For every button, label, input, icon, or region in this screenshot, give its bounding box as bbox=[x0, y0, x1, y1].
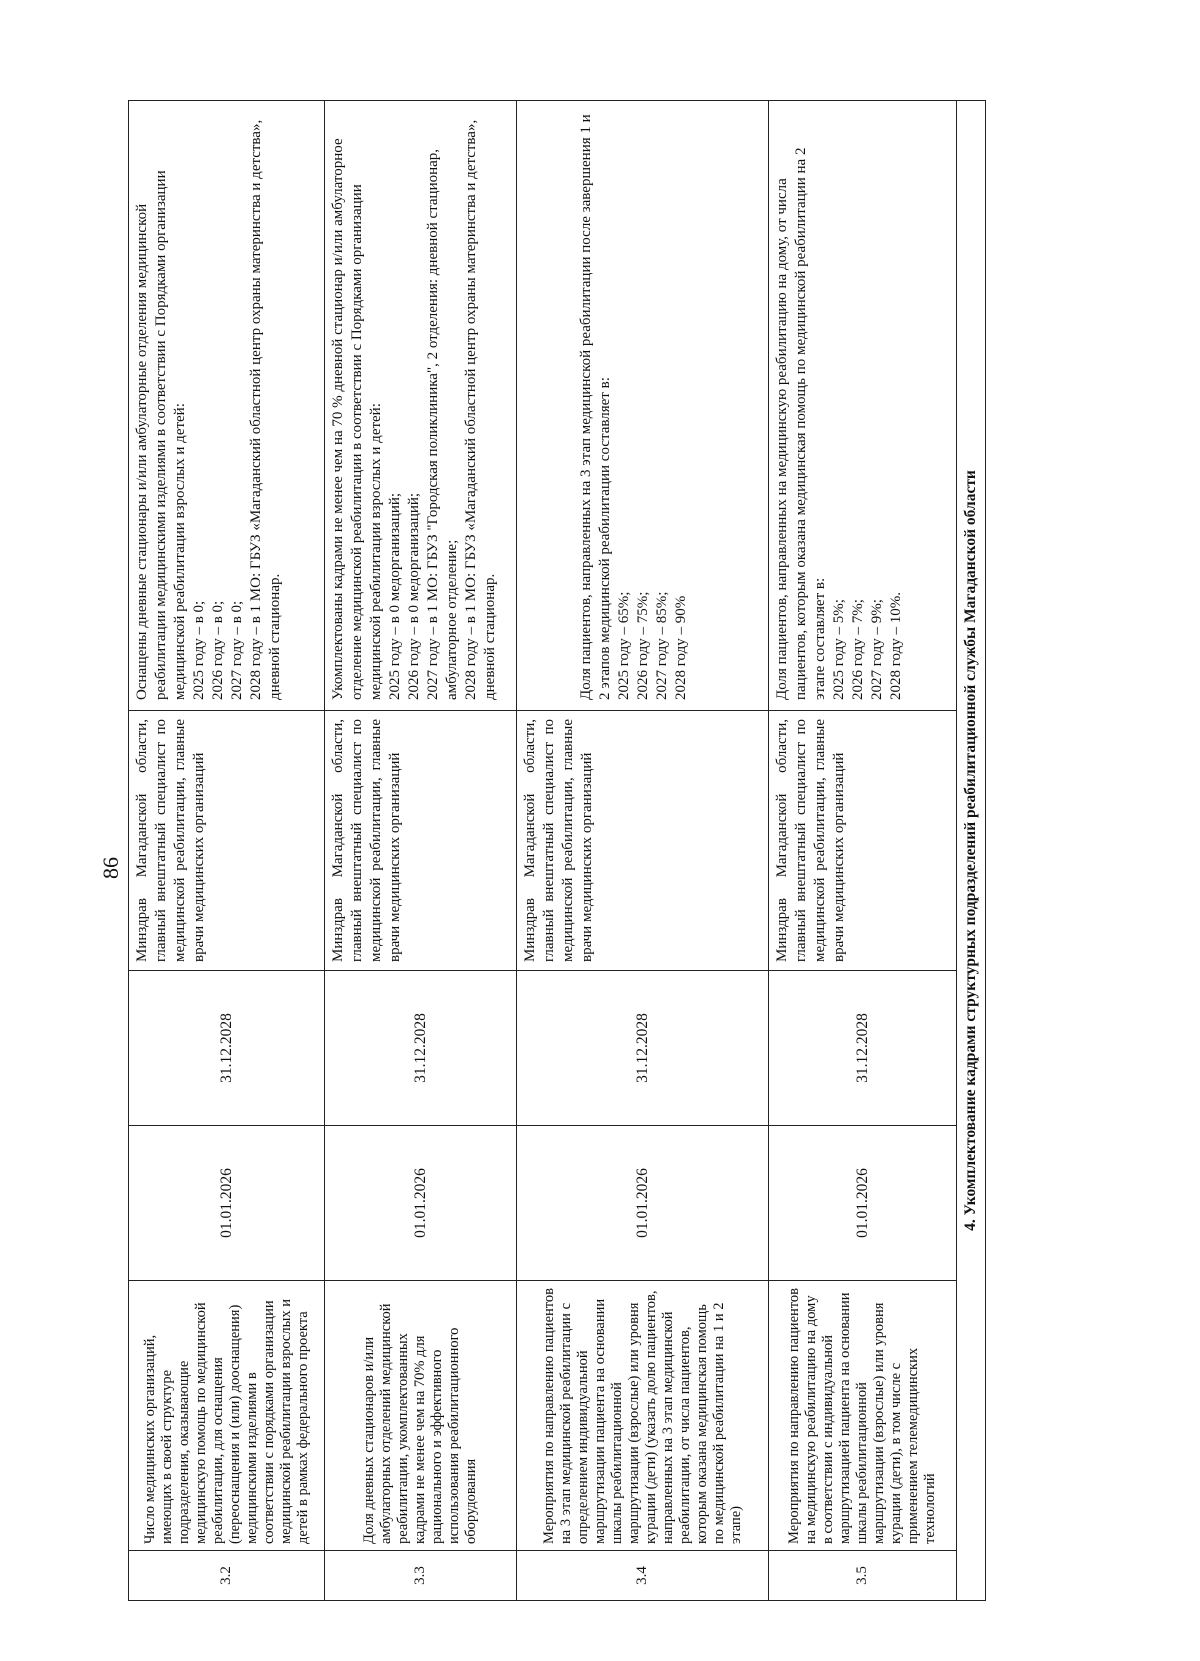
page-number: 86 bbox=[98, 857, 123, 879]
start-date: 01.01.2026 bbox=[769, 1126, 957, 1281]
result-line: 2028 году – в 1 МО: ГБУЗ «Магаданский областной центр охраны материнства и детства», дневной стационар. bbox=[463, 119, 498, 700]
end-date: 31.12.2028 bbox=[517, 971, 769, 1126]
table-row bbox=[129, 101, 325, 1601]
result-line: Укомплектованы кадрами не менее чем на 70 % дневной стационар и/или амбулаторное отделение медицинской реабилитации в соответствии с Порядками организации медицинской реабилитации взрослых и детей: bbox=[330, 138, 384, 700]
responsible-executors: Минздрав Магаданской области, главный внештатный специалист по медицинской реабилитации, главные врачи медицинских организаций bbox=[129, 711, 325, 971]
result-line: 2026 году – 75%; bbox=[635, 591, 651, 700]
section-row bbox=[957, 101, 986, 1601]
expected-result bbox=[325, 101, 517, 711]
end-date: 31.12.2028 bbox=[325, 971, 517, 1126]
activity-name: Мероприятия по направлению пациентов на медицинскую реабилитацию на дому в соответствии с индивидуальной маршрутизацией пациента на основании шкалы реабилитационной маршрутизации (взрослые) или уровня курации (дети), в том числе с применением телемедицинских технологий bbox=[769, 1281, 957, 1551]
result-line: 2027 году – 9%; bbox=[869, 599, 885, 700]
table-row bbox=[517, 101, 769, 1601]
activity-name: Число медицинских организаций, имеющих в своей структуре подразделения, оказывающие медицинскую помощь по медицинской реабилитации, для оснащения (переоснащения и (или) дооснащения) медицинскими изделиями в соответствии с порядками организации медицинской реабилитации взрослых и детей в рамках федерального проекта bbox=[129, 1281, 325, 1551]
activity-name: Доля дневных стационаров и/или амбулаторных отделений медицинской реабилитации, укомплектованных кадрами не менее чем на 70% для рационального и эффективного использования реабилитационного оборудования bbox=[325, 1281, 517, 1551]
expected-result bbox=[769, 101, 957, 711]
result-line: 2025 году – 65%; bbox=[616, 591, 632, 700]
row-number: 3.4 bbox=[517, 1551, 769, 1601]
responsible-executors: Минздрав Магаданской области, главный внештатный специалист по медицинской реабилитации, главные врачи медицинских организаций bbox=[325, 711, 517, 971]
start-date: 01.01.2026 bbox=[517, 1126, 769, 1281]
activity-name: Мероприятия по направлению пациентов на 3 этап медицинской реабилитации с определением индивидуальной маршрутизации пациента на основании шкалы реабилитационной маршрутизации (взрослые) или уровня курации (дети) (указать долю пациентов, направленных на 3 этап медицинской реабилитации, от числа пациентов, которым оказана медицинская помощь по медицинской реабилитации на 1 и 2 этапе) bbox=[517, 1281, 769, 1551]
result-line: 2026 году – в 0 медорганизаций; bbox=[406, 492, 422, 700]
row-number: 3.3 bbox=[325, 1551, 517, 1601]
end-date: 31.12.2028 bbox=[129, 971, 325, 1126]
result-line: 2027 году – в 1 МО: ГБУЗ "Городская поликлиника", 2 отделения: дневной стационар, амбулаторное отделение; bbox=[425, 148, 460, 700]
responsible-executors: Минздрав Магаданской области, главный внештатный специалист по медицинской реабилитации, главные врачи медицинских организаций bbox=[517, 711, 769, 971]
result-line: 2028 году – 90% bbox=[673, 595, 689, 700]
row-number: 3.2 bbox=[129, 1551, 325, 1601]
table-row bbox=[325, 101, 517, 1601]
result-line: 2026 году – 7%; bbox=[850, 599, 866, 700]
result-line: 2028 году – 10%. bbox=[888, 592, 904, 700]
table-row bbox=[769, 101, 957, 1601]
row-number: 3.5 bbox=[769, 1551, 957, 1601]
end-date: 31.12.2028 bbox=[769, 971, 957, 1126]
result-line: 2026 году – в 0; bbox=[210, 600, 226, 700]
start-date: 01.01.2026 bbox=[325, 1126, 517, 1281]
expected-result bbox=[129, 101, 325, 711]
result-spacer bbox=[521, 111, 577, 700]
result-line: 2025 году – 5%; bbox=[831, 599, 847, 700]
result-line: Доля пациентов, направленных на 3 этап медицинской реабилитации после завершения 1 и 2 этапов медицинской реабилитации составляет в: bbox=[578, 114, 613, 700]
result-line: Оснащены дневные стационары и/или амбулаторные отделения медицинской реабилитации медицинскими изделиями в соответствии с Порядками организации медицинской реабилитации взрослых и детей: bbox=[134, 170, 188, 700]
result-line: 2025 году – в 0; bbox=[191, 600, 207, 700]
result-line: 2025 году – в 0 медорганизаций; bbox=[387, 492, 403, 700]
rotated-document-page bbox=[128, 101, 1010, 1601]
expected-result bbox=[517, 101, 769, 711]
responsible-executors: Минздрав Магаданской области, главный внештатный специалист по медицинской реабилитации, главные врачи медицинских организаций bbox=[769, 711, 957, 971]
result-line: 2027 году – в 0; bbox=[229, 600, 245, 700]
start-date: 01.01.2026 bbox=[129, 1126, 325, 1281]
result-line: 2027 году – 85%; bbox=[654, 591, 670, 700]
activities-table bbox=[128, 100, 986, 1601]
result-line: 2028 году – в 1 МО: ГБУЗ «Магаданский областной центр охраны материнства и детства», дневной стационар. bbox=[248, 119, 283, 700]
section-title: 4. Укомплектование кадрами структурных подразделений реабилитационной службы Магаданской области bbox=[957, 101, 986, 1601]
result-line: Доля пациентов, направленных на медицинскую реабилитацию на дому, от числа пациентов, которым оказана медицинская помощь по медицинской реабилитации на 2 этапе составляет в: bbox=[774, 147, 828, 700]
